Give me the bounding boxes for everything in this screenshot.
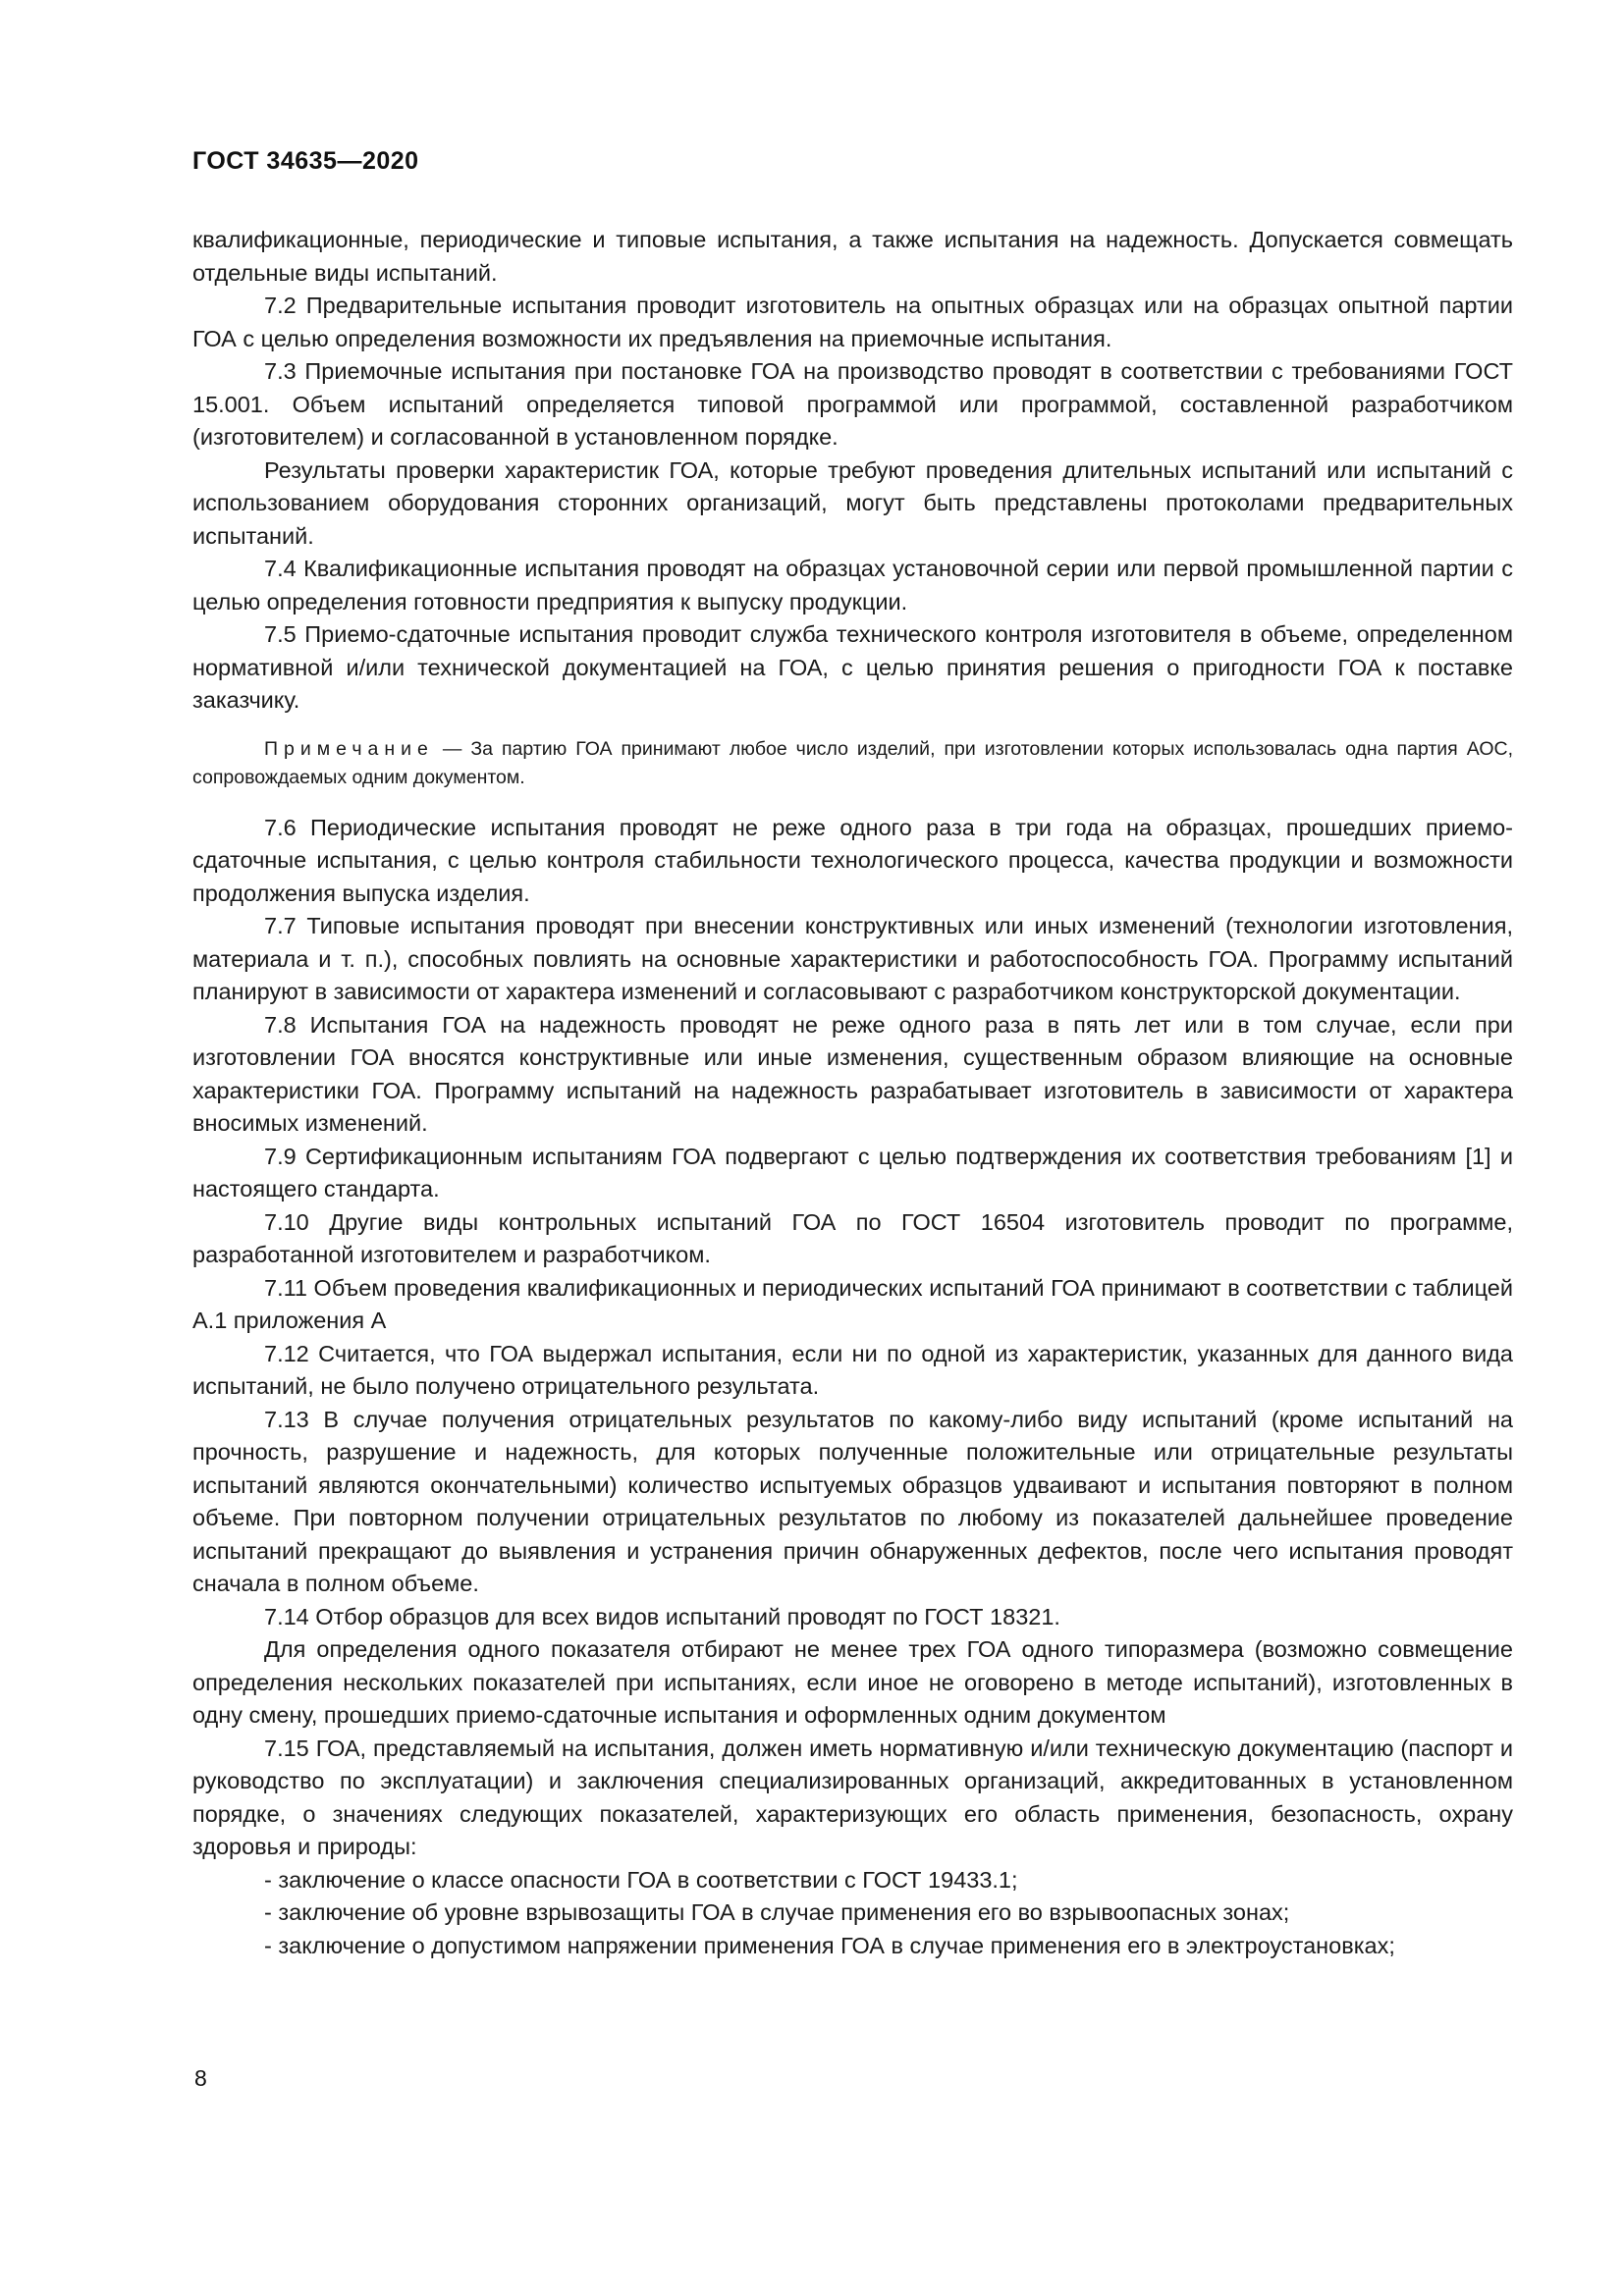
paragraph-continuation: квалификационные, периодические и типовые испытания, а также испытания на надежность. Допускается совмещать отдельные виды испытаний.: [192, 227, 1513, 286]
paragraph-7-2: 7.2 Предварительные испытания проводит изготовитель на опытных образцах или на образцах опытной партии ГОА с целью определения возможности их предъявления на приемочные испытания.: [192, 293, 1513, 351]
paragraph-7-5: 7.5 Приемо-сдаточные испытания проводит служба технического контроля изготовителя в объеме, определенном нормативной и/или технической документацией на ГОА, с целью принятия решения о пригодности ГОА к поставке заказчику.: [192, 621, 1513, 713]
paragraph-7-7: 7.7 Типовые испытания проводят при внесении конструктивных или иных изменений (технологии изготовления, материала и т. п.), способных повлиять на основные характеристики и работоспособность ГОА. Программу испытаний планируют в зависимости от характера изменений и согласовывают с разработчиком конструкторской документации.: [192, 913, 1513, 1004]
paragraph-7-3: 7.3 Приемочные испытания при постановке ГОА на производство проводят в соответствии с требованиями ГОСТ 15.001. Объем испытаний определяется типовой программой или программой, составленной разработчиком (изготовителем) и согласованной в установленном порядке.: [192, 358, 1513, 450]
document-body: [192, 224, 1513, 1962]
note: [192, 735, 1513, 792]
paragraph-7-14: 7.14 Отбор образцов для всех видов испытаний проводят по ГОСТ 18321.: [264, 1603, 1060, 1629]
paragraph-7-6: 7.6 Периодические испытания проводят не реже одного раза в три года на образцах, прошедших приемо-сдаточные испытания, с целью контроля стабильности технологического процесса, качества продукции и возможности продолжения выпуска изделия.: [192, 814, 1513, 906]
paragraph-7-12: 7.12 Считается, что ГОА выдержал испытания, если ни по одной из характеристик, указанных для данного вида испытаний, не было получено отрицательного результата.: [192, 1340, 1513, 1399]
paragraph-7-10: 7.10 Другие виды контрольных испытаний ГОА по ГОСТ 16504 изготовитель проводит по программе, разработанной изготовителем и разработчиком.: [192, 1208, 1513, 1267]
paragraph-7-15: 7.15 ГОА, представляемый на испытания, должен иметь нормативную и/или техническую документацию (паспорт и руководство по эксплуатации) и заключения специализированных организаций, аккредитованных в установленном порядке, о значениях следующих показателей, характеризующих его область применения, безопасность, охрану здоровья и природы:: [192, 1735, 1513, 1859]
list-item-hazard-class: - заключение о классе опасности ГОА в соответствии с ГОСТ 19433.1;: [264, 1866, 1018, 1893]
note-label: Примечание: [264, 737, 434, 760]
page-number: 8: [194, 2065, 207, 2091]
list-item-voltage: - заключение о допустимом напряжении применения ГОА в случае применения его в электроустановках;: [264, 1932, 1395, 1958]
paragraph-7-11: 7.11 Объем проведения квалификационных и периодических испытаний ГОА принимают в соответствии с таблицей А.1 приложения А: [192, 1274, 1513, 1333]
paragraph-7-8: 7.8 Испытания ГОА на надежность проводят не реже одного раза в пять лет или в том случае, если при изготовлении ГОА вносятся конструктивные или иные изменения, существенным образом влияющие на основные характеристики ГОА. Программу испытаний на надежность разрабатывает изготовитель в зависимости от характера вносимых изменений.: [192, 1011, 1513, 1136]
list-item-explosion-protection: - заключение об уровне взрывозащиты ГОА в случае применения его во взрывоопасных зонах;: [264, 1899, 1290, 1925]
paragraph-7-3-results: Результаты проверки характеристик ГОА, которые требуют проведения длительных испытаний или испытаний с использованием оборудования сторонних организаций, могут быть представлены протоколами предварительных испытаний.: [192, 456, 1513, 549]
document-header-code: ГОСТ 34635—2020: [192, 147, 419, 175]
paragraph-7-4: 7.4 Квалификационные испытания проводят на образцах установочной серии или первой промышленной партии с целью определения готовности предприятия к выпуску продукции.: [192, 556, 1513, 614]
paragraph-7-9: 7.9 Сертификационным испытаниям ГОА подвергают с целью подтверждения их соответствия требованиям [1] и настоящего стандарта.: [192, 1143, 1513, 1201]
paragraph-7-14-sampling: Для определения одного показателя отбирают не менее трех ГОА одного типоразмера (возможно совмещение определения нескольких показателей при испытаниях, если иное не оговорено в методе испытаний), изготовленных в одну смену, прошедших приемо-сдаточные испытания и оформленных одним документом: [192, 1636, 1513, 1728]
note-text: — За партию ГОА принимают любое число изделий, при изготовлении которых использовалась одна партия АОС, сопровождаемых одним документом.: [192, 737, 1513, 788]
paragraph-7-13: 7.13 В случае получения отрицательных результатов по какому-либо виду испытаний (кроме испытаний на прочность, разрушение и надежность, для которых полученные положительные или отрицательные результаты испытаний являются окончательными) количество испытуемых образцов удваивают и испытания повторяют в полном объеме. При повторном получении отрицательных результатов по любому из показателей дальнейшее проведение испытаний прекращают до выявления и устранения причин обнаруженных дефектов, после чего испытания проводят сначала в полном объеме.: [192, 1406, 1513, 1596]
